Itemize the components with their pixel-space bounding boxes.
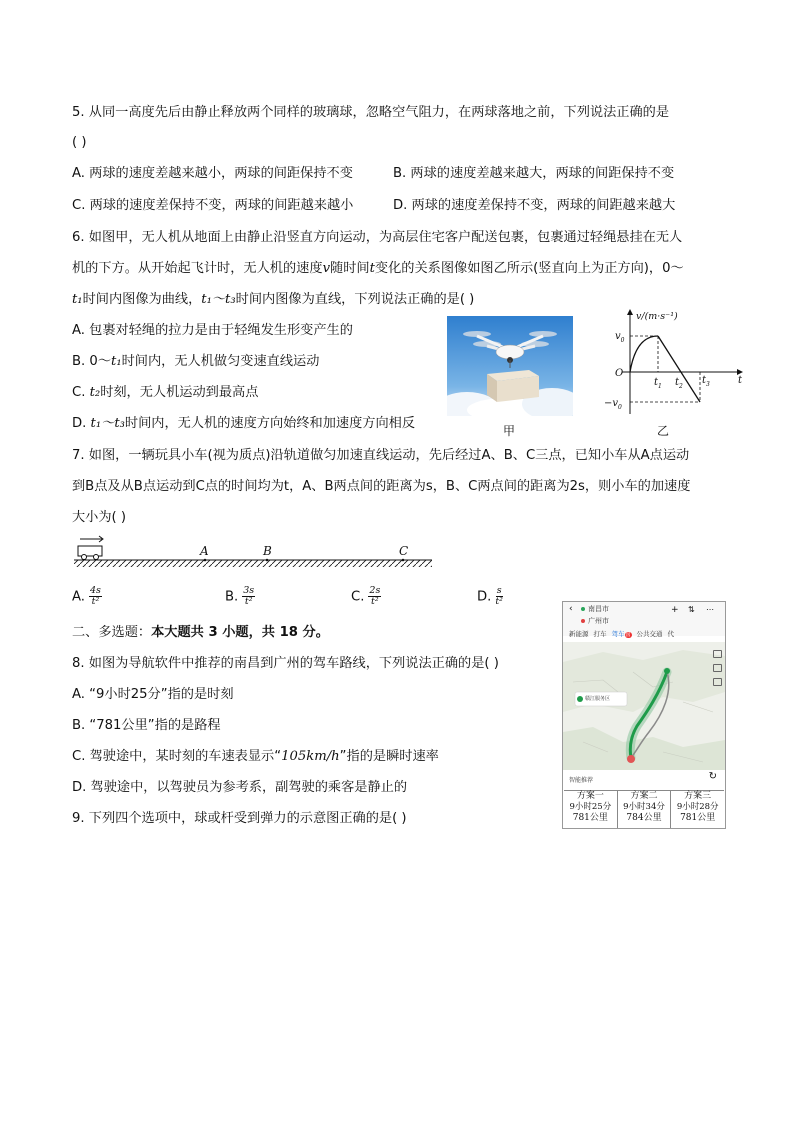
q5-option-d: D. 两球的速度差保持不变，两球的间距越来越大 [393, 198, 676, 213]
q8-option-c [72, 747, 439, 767]
plan-2-name: 方案二 [630, 791, 658, 801]
point-b-label: B [263, 544, 272, 558]
svg-text:v0 [615, 331, 625, 344]
back-icon: ‹ [569, 604, 573, 614]
vt-ylabel: v/(m·s⁻¹) [636, 311, 678, 322]
add-icon: + [671, 605, 679, 615]
layers-icon [713, 650, 721, 690]
vt-curve [630, 336, 658, 372]
plan-table [564, 790, 724, 828]
dest-dot-icon [581, 619, 585, 623]
q6-l2c: 变化的关系图像如图乙所示(竖直向上为正方向)，0～ [374, 261, 684, 276]
q7-line1: 7. 如图，一辆玩具小车(视为质点)沿轨道做匀加速直线运动，先后经过A、B、C三点，已知小车从A点运动 [72, 448, 690, 463]
service-icon [577, 696, 583, 702]
vt-v0-sub: 0 [620, 337, 625, 344]
q7-option-d [477, 586, 503, 608]
q7-b-num: 3s [243, 585, 255, 596]
toy-car [78, 546, 102, 556]
vt-xlabel: t [738, 375, 743, 386]
q6-line3 [72, 290, 474, 310]
tab-new-energy: 新能源 [569, 630, 589, 638]
svg-text:t1 [654, 377, 662, 390]
q7-c-letter: C. [351, 589, 365, 605]
q6-t1: t₁ [72, 292, 83, 307]
origin-dot-icon [581, 607, 585, 611]
q8-option-a: A. “9小时25分”指的是时刻 [72, 687, 234, 702]
tab-taxi: 打车 [593, 630, 607, 638]
plan-3-name: 方案三 [684, 791, 712, 801]
nav-bottom-bar [563, 770, 725, 790]
q7-line3: 大小为( ) [72, 510, 127, 525]
q5-option-b: B. 两球的速度差越来越大，两球的间距保持不变 [393, 166, 675, 181]
nav-to: 广州市 [588, 617, 609, 625]
q9-stem: 9. 下列四个选项中，球或杆受到弹力的示意图正确的是( ) [72, 811, 407, 826]
plan-2 [618, 791, 672, 828]
q6-option-c [72, 383, 258, 403]
vt-t3-sub: 3 [706, 381, 710, 388]
q6-t1t3: t₁～t₃ [201, 292, 236, 307]
nav-map [563, 642, 725, 778]
svg-text:−v0 [604, 398, 622, 411]
refresh-icon: ↻ [708, 771, 717, 782]
q6-t: t [369, 261, 375, 276]
tab-drive [612, 629, 632, 641]
vt-v0: v [615, 331, 621, 342]
start-marker [664, 668, 670, 674]
q6-option-d [72, 414, 415, 434]
section2-heading [72, 623, 329, 643]
q7-c-num: 2s [369, 585, 381, 596]
fig-label-jia: 甲 [503, 424, 516, 438]
end-marker [627, 755, 635, 763]
q5-option-c: C. 两球的速度差保持不变，两球的间距越来越小 [72, 198, 354, 213]
info-bubble-title: 赣江服务区 [585, 696, 611, 702]
vt-line [658, 336, 700, 402]
q8-c-val: 105km/h [281, 749, 340, 764]
vt-t3: t [702, 375, 707, 386]
plan-1 [564, 791, 618, 828]
q5-option-a: A. 两球的速度差越来越小，两球的间距保持不变 [72, 166, 353, 181]
q6-c-post: 时刻，无人机运动到最高点 [100, 385, 259, 400]
point-c-label: C [399, 544, 409, 558]
nav-from: 南昌市 [588, 605, 609, 613]
q6-v: v [322, 261, 331, 276]
more-icon: ⋯ [706, 605, 714, 614]
point-a-label: A [200, 544, 209, 558]
vt-t2: t [675, 377, 680, 388]
q7-option-b [225, 586, 255, 608]
q6-c-t2: t₂ [89, 385, 101, 400]
q7-option-c [351, 586, 381, 608]
plan-3 [671, 791, 724, 828]
q8-option-d: D. 驾驶途中，以驾驶员为参考系，副驾驶的乘客是静止的 [72, 780, 408, 795]
q7-d-den: t² [495, 596, 503, 607]
q7-a-letter: A. [72, 589, 85, 605]
tab-badge: 国 [625, 632, 631, 638]
vt-graph [600, 306, 750, 418]
tab-drive-label: 驾车 [611, 630, 625, 638]
q6-l2a: 机的下方。从开始起飞计时，无人机的速度 [72, 261, 323, 276]
q6-l3a: 时间内图像为曲线， [82, 292, 202, 307]
vt-neg-v0-sub: 0 [618, 404, 622, 411]
fig-label-yi: 乙 [657, 424, 670, 438]
q6-line1: 6. 如图甲，无人机从地面上由静止沿竖直方向运动，为高层住宅客户配送包裹，包裹通过轻绳悬挂在无人 [72, 230, 683, 245]
section2-prefix: 二、多选题： [72, 625, 152, 640]
section2-bold: 本大题共 3 小题，共 18 分。 [151, 625, 329, 640]
plan-2-time: 9小时34分 [623, 802, 665, 812]
smart-recommend: 智能推荐 [569, 777, 594, 784]
plan-1-dist: 781公里 [572, 813, 608, 823]
vt-t2-sub: 2 [679, 383, 683, 390]
q6-d-t1t3: t₁～t₃ [90, 416, 125, 431]
q7-d-letter: D. [477, 589, 492, 605]
plan-2-dist: 784公里 [626, 813, 662, 823]
q7-line2: 到B点及从B点运动到C点的时间均为t，A、B两点间的距离为s，B、C两点间的距离为2s，则小车的加速度 [72, 479, 691, 494]
q6-l2b: 随时间 [330, 261, 370, 276]
vt-origin: O [615, 368, 624, 379]
q6-line2 [72, 259, 684, 279]
svg-text:t2 [675, 377, 683, 390]
plan-3-dist: 781公里 [680, 813, 716, 823]
q6-c-pre: C. [72, 385, 90, 400]
q7-a-den: t² [91, 596, 100, 607]
q7-b-den: t² [244, 596, 253, 607]
q6-l3b: 时间内图像为直线，下列说法正确的是( ) [235, 292, 475, 307]
svg-text:t3 [702, 375, 710, 388]
track-diagram [74, 534, 436, 574]
tab-more: 代 [667, 630, 675, 638]
plan-1-time: 9小时25分 [569, 802, 612, 812]
q6-b-post: 时间内，无人机做匀变速直线运动 [121, 354, 320, 369]
vt-t1-sub: 1 [658, 383, 662, 390]
q7-c-den: t² [371, 596, 379, 607]
q8-c-post: ”指的是瞬时速率 [339, 749, 439, 764]
q5-paren: ( ) [72, 135, 87, 150]
vt-t1: t [654, 377, 659, 388]
q8-stem: 8. 如图为导航软件中推荐的南昌到广州的驾车路线，下列说法正确的是( ) [72, 656, 499, 671]
nav-screenshot [562, 601, 726, 829]
plan-1-name: 方案一 [576, 791, 604, 801]
q6-option-b [72, 352, 319, 372]
q6-d-pre: D. [72, 416, 91, 431]
nav-tabs [563, 629, 726, 641]
q6-option-a: A. 包裹对轻绳的拉力是由于轻绳发生形变产生的 [72, 323, 353, 338]
tab-transit: 公共交通 [636, 630, 663, 638]
q7-a-num: 4s [89, 585, 101, 596]
q7-b-letter: B. [225, 589, 239, 605]
vt-neg-v0: −v [604, 398, 619, 409]
drone-photo [447, 316, 573, 416]
q6-b-pre: B. 0～ [72, 354, 112, 369]
q7-option-a [72, 586, 102, 608]
q7-d-num: s [496, 585, 502, 596]
swap-icon: ⇅ [688, 605, 695, 614]
q6-d-post: 时间内，无人机的速度方向始终和加速度方向相反 [124, 416, 416, 431]
q5-stem: 5. 从同一高度先后由静止释放两个同样的玻璃球，忽略空气阻力，在两球落地之前，下列说法正确的是 [72, 105, 670, 120]
q6-b-t1: t₁ [111, 354, 122, 369]
q8-option-b: B. “781公里”指的是路程 [72, 718, 221, 733]
plan-3-time: 9小时28分 [676, 802, 719, 812]
q8-c-pre: C. 驾驶途中，某时刻的车速表显示“ [72, 749, 282, 764]
